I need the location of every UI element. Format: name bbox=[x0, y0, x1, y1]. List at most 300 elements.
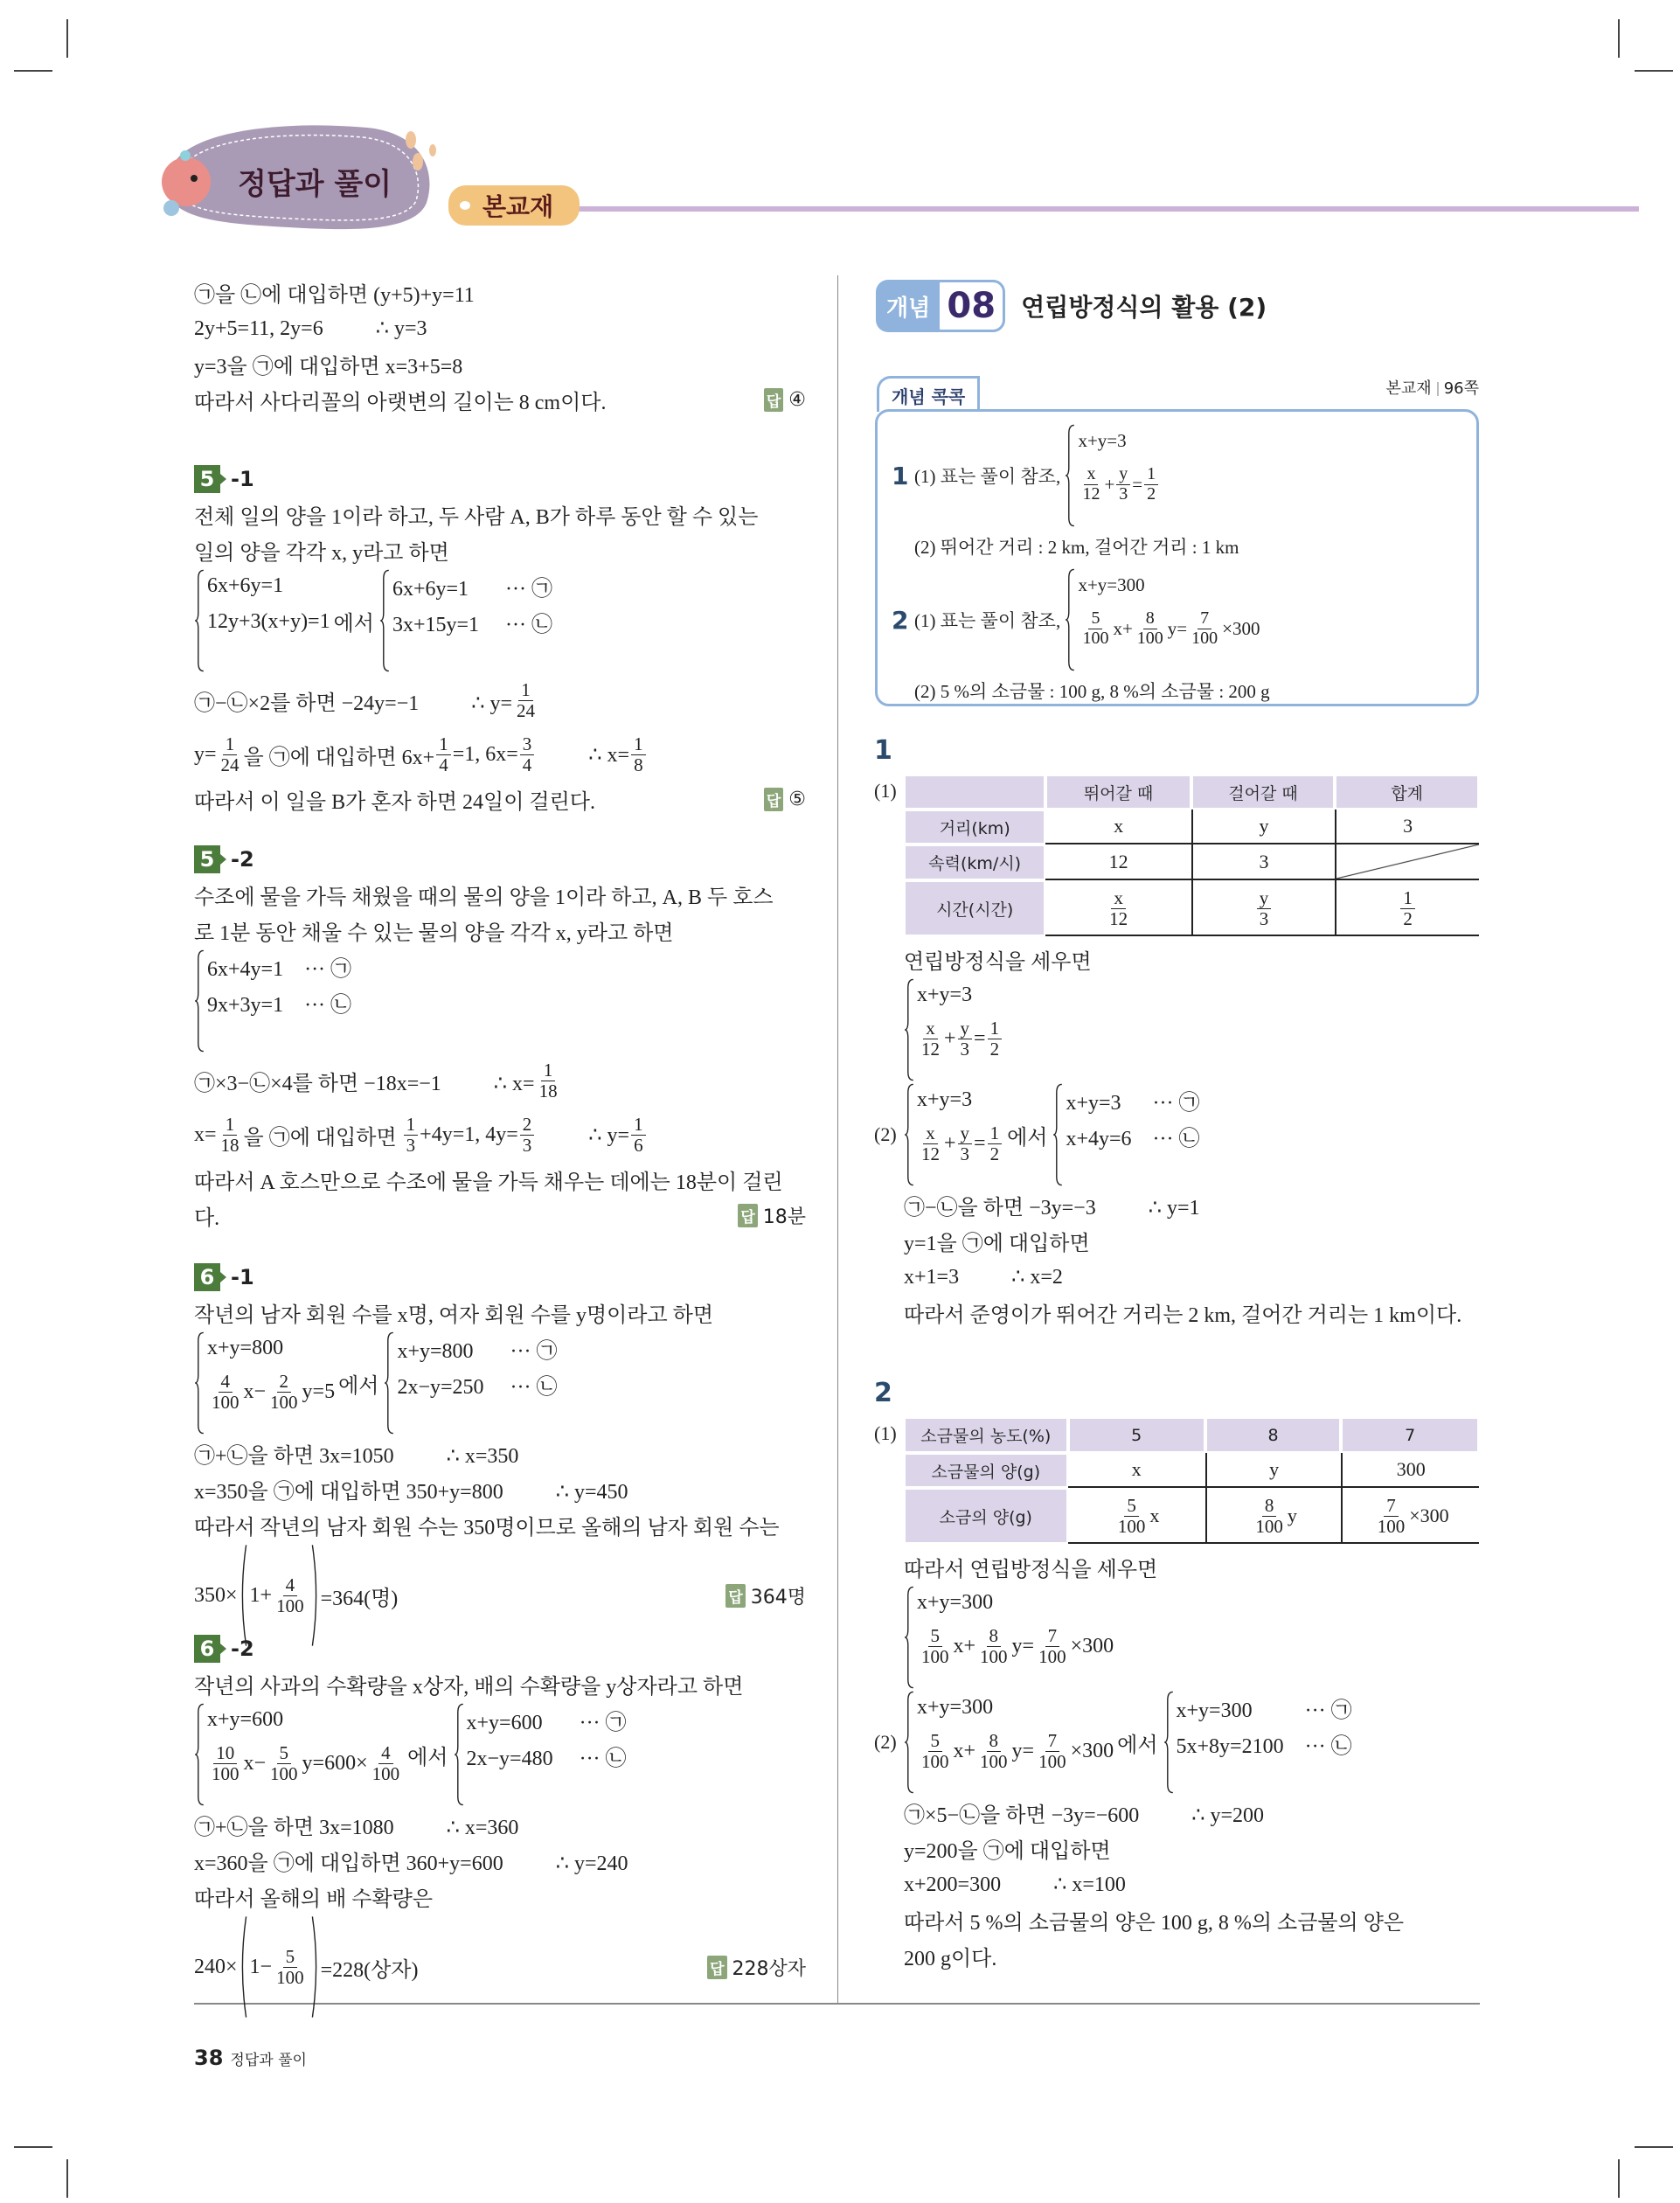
fraction bbox=[514, 680, 538, 720]
header-tag: 본교재 bbox=[482, 192, 554, 221]
fraction bbox=[370, 1743, 403, 1783]
text: y=3을 ㉠에 대입하면 x=3+5=8 bbox=[194, 356, 463, 379]
text-line bbox=[194, 1471, 806, 1507]
text: (2) 5 %의 소금물 : 100 g, 8 %의 소금물 : 200 g bbox=[914, 680, 1270, 702]
summary-tab: 개념 콕콕 bbox=[877, 376, 980, 412]
denominator: 100 bbox=[371, 1762, 400, 1784]
text: 작년의 사과의 수확량을 x상자, 배의 수확량을 y상자라고 하면 bbox=[194, 1676, 744, 1699]
numerator: 8 bbox=[987, 1626, 1002, 1647]
system-row bbox=[917, 1013, 1003, 1064]
table-row bbox=[904, 1417, 1479, 1453]
text: 3 bbox=[1403, 815, 1413, 837]
footer-title: 정답과 풀이 bbox=[230, 2052, 307, 2069]
table-row bbox=[904, 880, 1479, 936]
text: + bbox=[1104, 473, 1115, 495]
answer-badge: 답 bbox=[707, 1956, 726, 1979]
concept-number: 08 bbox=[937, 280, 1005, 332]
fraction bbox=[520, 1115, 535, 1155]
numerator: 4 bbox=[283, 1575, 298, 1596]
fraction bbox=[1144, 465, 1158, 504]
text: 3x+15y=1 ··· ㉡ bbox=[392, 614, 553, 636]
table-cell bbox=[904, 1453, 1068, 1488]
table-cell bbox=[1341, 1488, 1479, 1544]
problem-heading bbox=[194, 462, 806, 497]
text: 따라서 연립방정식을 세우면 bbox=[904, 1559, 1158, 1581]
problem-2 bbox=[874, 1373, 1479, 1974]
system-row bbox=[917, 1726, 1114, 1776]
empty-diagonal-cell bbox=[1335, 844, 1479, 880]
denominator: 100 bbox=[1136, 628, 1163, 648]
system-row bbox=[397, 1366, 557, 1402]
data-table bbox=[904, 775, 1479, 936]
text: x+y=3 ··· ㉠ bbox=[1066, 1092, 1200, 1115]
denominator: 100 bbox=[276, 1595, 304, 1616]
numerator: 7 bbox=[1045, 1731, 1060, 1752]
text: (1) 표는 풀이 참조, bbox=[914, 466, 1066, 487]
text: ㉠×3−㉡×4를 하면 −18x=−1 ∴ x= bbox=[194, 1072, 535, 1095]
numerator: x bbox=[1111, 888, 1126, 909]
text-line bbox=[874, 1082, 1479, 1187]
text: ×300 bbox=[1409, 1505, 1449, 1526]
numerator: 5 bbox=[283, 1947, 298, 1968]
brace-icon bbox=[384, 1331, 394, 1435]
answer-badge: 답 bbox=[764, 788, 783, 811]
system-row bbox=[1078, 459, 1160, 510]
numerator: y bbox=[958, 1018, 973, 1039]
text: 작년의 남자 회원 수를 x명, 여자 회원 수를 y명이라고 하면 bbox=[194, 1304, 714, 1327]
text: 2x−y=480 ··· ㉡ bbox=[466, 1748, 627, 1770]
denominator: 100 bbox=[270, 1762, 298, 1784]
text-line bbox=[194, 949, 806, 1053]
system-row bbox=[207, 1366, 335, 1417]
brace-icon bbox=[454, 1702, 464, 1807]
fraction bbox=[274, 1947, 307, 1987]
problem-5-1 bbox=[194, 462, 806, 817]
equation-system bbox=[904, 1082, 1003, 1187]
problem-heading bbox=[194, 842, 806, 877]
text-line bbox=[194, 1702, 806, 1807]
text-line bbox=[194, 1162, 806, 1198]
fraction bbox=[209, 1743, 242, 1783]
cell-content bbox=[920, 1423, 1051, 1447]
text: x bbox=[1149, 1505, 1160, 1526]
denominator: 2 bbox=[989, 1038, 1000, 1060]
text: (1) 표는 풀이 참조, bbox=[914, 610, 1066, 631]
answer bbox=[764, 388, 806, 412]
denominator: 12 bbox=[921, 1038, 940, 1060]
denominator: 3 bbox=[960, 1038, 970, 1060]
table-cell bbox=[1068, 1417, 1205, 1453]
fraction bbox=[977, 1626, 1010, 1666]
brace-icon bbox=[194, 1702, 205, 1807]
cell-content bbox=[1399, 888, 1417, 928]
parenthesized-expression bbox=[238, 1915, 321, 2019]
table-cell bbox=[1205, 1417, 1342, 1453]
numerator: x bbox=[923, 1018, 938, 1039]
summary-line bbox=[892, 528, 1460, 564]
text: 따라서 사다리꼴의 아랫변의 길이는 8 cm이다. bbox=[194, 392, 607, 414]
textbook-reference bbox=[1386, 376, 1479, 399]
system-row bbox=[1066, 1118, 1199, 1154]
text: ㉠−㉡을 하면 −3y=−3 ∴ y=1 bbox=[904, 1197, 1200, 1220]
text-line bbox=[194, 346, 806, 382]
numerator: 1 bbox=[631, 734, 646, 755]
table-block bbox=[874, 1417, 1479, 1544]
fraction bbox=[958, 1018, 973, 1059]
text: 에서 bbox=[333, 612, 379, 636]
cell-content bbox=[928, 851, 1021, 874]
system-row bbox=[917, 1082, 1003, 1118]
text: x= bbox=[194, 1122, 217, 1146]
text-line bbox=[194, 1198, 806, 1234]
numerator: 4 bbox=[378, 1743, 393, 1764]
equation-system bbox=[194, 568, 330, 673]
text-line bbox=[904, 1259, 1479, 1295]
fraction bbox=[520, 734, 535, 775]
problem-number-badge: 5 bbox=[194, 845, 220, 873]
text: 로 1분 동안 채울 수 있는 물의 양을 각각 x, y라고 하면 bbox=[194, 922, 674, 945]
denominator: 2 bbox=[1147, 483, 1156, 504]
numerator: 1 bbox=[223, 1115, 238, 1136]
text: x+y=300 bbox=[917, 1696, 994, 1719]
text: x+4y=6 ··· ㉡ bbox=[1066, 1128, 1200, 1150]
text: y bbox=[1259, 815, 1269, 837]
summary-items bbox=[892, 423, 1460, 712]
text: 7 bbox=[1405, 1425, 1416, 1445]
header-rule bbox=[568, 206, 1639, 212]
text-line bbox=[194, 568, 806, 673]
text-line bbox=[194, 1435, 806, 1471]
text: 3 bbox=[1259, 850, 1269, 872]
text-line bbox=[194, 1108, 806, 1162]
text: y=1을 ㉠에 대입하면 bbox=[904, 1233, 1090, 1255]
system-row bbox=[392, 604, 552, 640]
text: x=350을 ㉠에 대입하면 350+y=800 ∴ y=450 bbox=[194, 1481, 628, 1504]
fraction bbox=[274, 1575, 307, 1616]
text-line bbox=[194, 497, 806, 532]
brace-icon bbox=[194, 949, 205, 1053]
numerator: y bbox=[1116, 465, 1130, 485]
text-line bbox=[904, 1831, 1479, 1866]
text-line bbox=[904, 942, 1479, 977]
concept-title: 연립방정식의 활용 (2) bbox=[1021, 293, 1267, 322]
answer-value: ④ bbox=[788, 389, 806, 411]
table-cell bbox=[1335, 810, 1479, 844]
cell-content bbox=[1114, 1496, 1160, 1536]
system-row bbox=[207, 949, 351, 984]
text: ㉠+㉡을 하면 3x=1050 ∴ x=350 bbox=[194, 1445, 519, 1468]
equation-system bbox=[904, 1585, 1114, 1690]
problem-5-2 bbox=[194, 842, 806, 1234]
system-row bbox=[207, 1331, 335, 1366]
fraction bbox=[267, 1372, 301, 1412]
problem-subnumber: -1 bbox=[231, 467, 254, 491]
fraction bbox=[958, 1123, 973, 1164]
table-cell bbox=[1335, 775, 1479, 810]
numerator: 8 bbox=[1143, 609, 1157, 629]
text: x+y=300 bbox=[917, 1591, 994, 1614]
summary-line bbox=[892, 567, 1460, 672]
fraction bbox=[1116, 465, 1130, 504]
text: 거리(km) bbox=[939, 818, 1010, 838]
table-cell bbox=[1191, 810, 1336, 844]
denominator: 100 bbox=[1082, 628, 1109, 648]
system-row bbox=[392, 568, 552, 604]
text: 200 g이다. bbox=[904, 1948, 997, 1970]
fraction bbox=[1080, 609, 1111, 648]
text: ∴ y= bbox=[536, 1123, 630, 1147]
crop-mark bbox=[66, 2159, 68, 2198]
text: 따라서 작년의 남자 회원 수는 350명이므로 올해의 남자 회원 수는 bbox=[194, 1517, 780, 1539]
header-banner bbox=[0, 0, 1680, 254]
equation-system bbox=[904, 977, 1003, 1082]
fraction bbox=[1189, 609, 1220, 648]
text: x+y=3 bbox=[917, 983, 973, 1006]
header-title: 정답과 풀이 bbox=[238, 167, 392, 202]
table-cell bbox=[904, 810, 1045, 844]
text: 에서 bbox=[1117, 1734, 1163, 1757]
denominator: 2 bbox=[1403, 907, 1413, 929]
text-line bbox=[904, 1585, 1479, 1690]
text-line bbox=[194, 782, 806, 817]
numerator: x bbox=[923, 1123, 938, 1144]
fraction bbox=[631, 1115, 646, 1155]
fraction bbox=[1115, 1496, 1149, 1536]
numerator: 1 bbox=[1400, 888, 1415, 909]
system-row bbox=[917, 1621, 1114, 1671]
fraction bbox=[1257, 888, 1272, 928]
text: x+y=800 ··· ㉠ bbox=[397, 1340, 558, 1363]
denominator: 100 bbox=[980, 1750, 1008, 1772]
system-row bbox=[917, 977, 1003, 1013]
system-row bbox=[917, 1118, 1003, 1169]
text: 뛰어갈 때 bbox=[1083, 783, 1154, 803]
text: x− bbox=[243, 1379, 267, 1403]
equation-system bbox=[1065, 567, 1260, 672]
cell-content bbox=[1105, 888, 1132, 928]
cell-content bbox=[1373, 1496, 1449, 1536]
table-block bbox=[874, 775, 1479, 936]
system-rows bbox=[207, 1702, 404, 1807]
cell-content bbox=[1109, 851, 1128, 873]
reference-separator bbox=[1437, 382, 1439, 396]
text-line bbox=[194, 913, 806, 949]
table-cell bbox=[1068, 1453, 1205, 1488]
brace-icon bbox=[904, 977, 914, 1082]
text-line bbox=[874, 1690, 1479, 1795]
text: x bbox=[1114, 815, 1124, 837]
fraction bbox=[209, 1372, 242, 1412]
numerator: 1 bbox=[518, 680, 533, 701]
denominator: 100 bbox=[1038, 1750, 1066, 1772]
denominator: 100 bbox=[980, 1645, 1008, 1667]
table-cell bbox=[1068, 1488, 1205, 1544]
denominator: 4 bbox=[522, 754, 532, 775]
text: 수조에 물을 가득 채웠을 때의 물의 양을 1이라 하고, A, B 두 호스 bbox=[194, 886, 774, 909]
system-rows bbox=[207, 1331, 335, 1435]
problem-number: 2 bbox=[874, 1377, 892, 1408]
cell-content bbox=[1269, 1458, 1279, 1481]
fraction bbox=[919, 1731, 952, 1771]
fraction bbox=[919, 1018, 942, 1059]
text: x+200=300 ∴ x=100 bbox=[904, 1873, 1126, 1896]
text-line bbox=[194, 1295, 806, 1331]
numerator: 10 bbox=[213, 1743, 237, 1764]
text-line bbox=[194, 1915, 806, 2019]
fraction bbox=[1107, 888, 1130, 928]
text-line bbox=[904, 977, 1479, 1082]
system-row bbox=[1177, 1726, 1352, 1762]
denominator: 100 bbox=[212, 1391, 240, 1413]
text: 5x+8y=2100 ··· ㉡ bbox=[1176, 1735, 1352, 1758]
denominator: 100 bbox=[1255, 1515, 1283, 1537]
problem-6-1 bbox=[194, 1260, 806, 1648]
text: 9x+3y=1 ··· ㉡ bbox=[207, 994, 352, 1017]
table-cell bbox=[1341, 1417, 1479, 1453]
text: 따라서 준영이가 뛰어간 거리는 2 km, 걸어간 거리는 1 km이다. bbox=[904, 1304, 1462, 1327]
part-label: (1) bbox=[874, 780, 897, 802]
answer bbox=[707, 1954, 806, 1981]
numerator: 2 bbox=[277, 1372, 292, 1393]
numerator: 7 bbox=[1045, 1626, 1060, 1647]
reference-book: 본교재 bbox=[1385, 379, 1432, 398]
text: 걸어갈 때 bbox=[1228, 783, 1298, 803]
answer-badge: 답 bbox=[725, 1584, 745, 1608]
table-row bbox=[904, 810, 1479, 844]
text: x+ bbox=[1113, 617, 1133, 639]
system-rows bbox=[1078, 567, 1260, 672]
numerator: 8 bbox=[1262, 1496, 1277, 1517]
table-cell bbox=[1205, 1453, 1342, 1488]
text: y bbox=[1269, 1458, 1280, 1480]
text: x+ bbox=[953, 1739, 976, 1762]
cell-content bbox=[1260, 851, 1269, 873]
denominator: 12 bbox=[1109, 907, 1128, 929]
text: 소금물의 농도(%) bbox=[920, 1427, 1052, 1446]
text: ∴ x= bbox=[536, 743, 630, 767]
cell-content bbox=[1131, 1426, 1142, 1445]
summary-item bbox=[892, 567, 1460, 708]
denominator: 3 bbox=[1119, 483, 1128, 504]
equation-system bbox=[904, 1690, 1114, 1795]
fraction bbox=[988, 1123, 1003, 1164]
table-cell bbox=[1335, 880, 1479, 936]
system-row bbox=[1078, 567, 1260, 603]
summary-line bbox=[892, 672, 1460, 708]
text: y= bbox=[194, 742, 217, 766]
text: 6x+6y=1 ··· ㉠ bbox=[392, 578, 553, 601]
concept-badge: 개념 bbox=[876, 280, 942, 332]
text-line bbox=[194, 1507, 806, 1543]
text: y=600× bbox=[302, 1751, 368, 1775]
text: 300 bbox=[1396, 1458, 1426, 1480]
problem-number-badge: 5 bbox=[194, 465, 220, 493]
system-rows bbox=[917, 977, 1003, 1082]
text: y=5 bbox=[302, 1379, 336, 1403]
equation-system bbox=[384, 1331, 557, 1435]
part-label: (2) bbox=[874, 1123, 897, 1145]
problem-subnumber: -1 bbox=[231, 1265, 254, 1289]
equation-system bbox=[454, 1702, 627, 1807]
denominator: 100 bbox=[1117, 1515, 1146, 1537]
text-line bbox=[194, 532, 806, 568]
right-paren-icon bbox=[310, 1915, 321, 2019]
text: x+1=3 ∴ x=2 bbox=[904, 1266, 1063, 1289]
column-divider bbox=[837, 275, 838, 2003]
summary-item-number: 2 bbox=[892, 605, 909, 635]
cell-content bbox=[940, 1505, 1032, 1528]
brace-icon bbox=[1065, 567, 1075, 672]
system-rows bbox=[207, 949, 351, 1053]
text: = bbox=[1132, 473, 1143, 495]
denominator: 6 bbox=[634, 1134, 643, 1156]
problem-number-badge: 6 bbox=[194, 1263, 220, 1291]
fraction bbox=[1036, 1731, 1069, 1771]
table-row bbox=[904, 775, 1479, 810]
text: 12 bbox=[1108, 850, 1128, 872]
system-row bbox=[1066, 1082, 1199, 1118]
text-line bbox=[194, 727, 806, 782]
equation-system bbox=[194, 1702, 404, 1807]
system-rows bbox=[917, 1690, 1114, 1795]
equation-system bbox=[194, 1331, 335, 1435]
system-row bbox=[207, 1738, 404, 1789]
solution-lines bbox=[874, 1549, 1479, 1974]
text: 연립방정식을 세우면 bbox=[904, 951, 1092, 974]
text-line bbox=[194, 1879, 806, 1915]
numerator: 5 bbox=[1088, 609, 1102, 629]
system-row bbox=[1078, 603, 1260, 654]
fraction bbox=[988, 1018, 1003, 1059]
paren-content bbox=[248, 1915, 310, 2019]
crop-mark bbox=[1635, 2146, 1673, 2148]
text: 8 bbox=[1267, 1425, 1279, 1445]
text-line bbox=[194, 382, 806, 418]
table-cell bbox=[1191, 775, 1336, 810]
solution-lines bbox=[874, 942, 1479, 1331]
fraction bbox=[919, 1123, 942, 1164]
text-line bbox=[904, 1938, 1479, 1974]
fraction bbox=[267, 1743, 301, 1783]
text-line bbox=[904, 1902, 1479, 1938]
reference-page: 96쪽 bbox=[1443, 379, 1479, 398]
data-table bbox=[904, 1417, 1479, 1544]
system-rows bbox=[1066, 1082, 1199, 1187]
text: y bbox=[1287, 1505, 1297, 1526]
text: 을 ㉠에 대입하면 bbox=[243, 1126, 402, 1150]
system-row bbox=[397, 1331, 557, 1366]
text: 따라서 5 %의 소금물의 양은 100 g, 8 %의 소금물의 양은 bbox=[904, 1912, 1405, 1935]
system-rows bbox=[917, 1585, 1114, 1690]
text: (2) 뛰어간 거리 : 2 km, 걸어간 거리 : 1 km bbox=[914, 536, 1239, 558]
cell-content bbox=[1084, 781, 1153, 804]
fraction bbox=[219, 734, 242, 775]
system-row bbox=[207, 1702, 404, 1738]
text: =364(명) bbox=[320, 1587, 399, 1610]
text: =228(상자) bbox=[320, 1958, 419, 1982]
equation-system bbox=[194, 949, 351, 1053]
text: 따라서 이 일을 B가 혼자 하면 24일이 걸린다. bbox=[194, 791, 595, 814]
answer bbox=[725, 1582, 806, 1609]
fraction bbox=[1253, 1496, 1286, 1536]
footer bbox=[194, 2046, 307, 2070]
denominator: 100 bbox=[212, 1762, 240, 1784]
numerator: 5 bbox=[928, 1731, 943, 1752]
denominator: 18 bbox=[538, 1080, 558, 1102]
text: x+y=600 ··· ㉠ bbox=[466, 1712, 627, 1734]
answer-badge: 답 bbox=[738, 1204, 757, 1227]
text: x+y=3 bbox=[917, 1088, 973, 1111]
